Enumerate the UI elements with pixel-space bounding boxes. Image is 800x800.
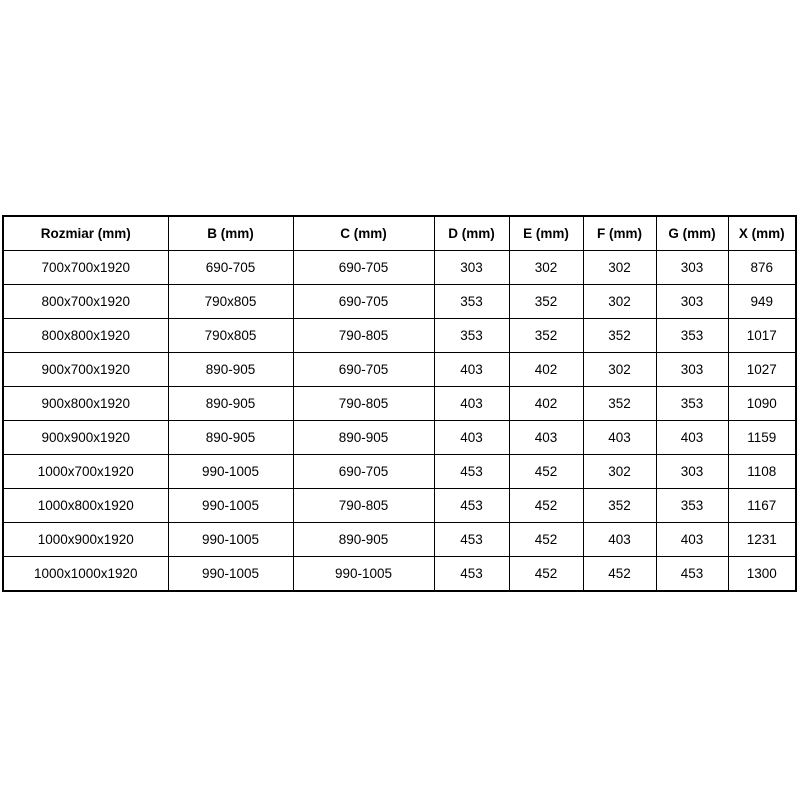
value-cell: 949 <box>728 285 796 319</box>
value-cell: 402 <box>509 387 583 421</box>
value-cell: 1027 <box>728 353 796 387</box>
value-cell: 690-705 <box>293 353 434 387</box>
column-header-3: D (mm) <box>434 216 509 251</box>
value-cell: 302 <box>583 285 656 319</box>
size-cell: 900x800x1920 <box>3 387 168 421</box>
column-header-4: E (mm) <box>509 216 583 251</box>
value-cell: 1159 <box>728 421 796 455</box>
value-cell: 690-705 <box>293 285 434 319</box>
value-cell: 353 <box>656 319 728 353</box>
value-cell: 790-805 <box>293 319 434 353</box>
value-cell: 403 <box>434 353 509 387</box>
value-cell: 352 <box>583 489 656 523</box>
table-row <box>3 557 796 592</box>
value-cell: 790x805 <box>168 319 293 353</box>
value-cell: 690-705 <box>293 251 434 285</box>
size-cell: 900x900x1920 <box>3 421 168 455</box>
value-cell: 452 <box>509 489 583 523</box>
value-cell: 453 <box>434 523 509 557</box>
table-row <box>3 523 796 557</box>
value-cell: 1108 <box>728 455 796 489</box>
value-cell: 403 <box>583 523 656 557</box>
table-row <box>3 251 796 285</box>
value-cell: 403 <box>509 421 583 455</box>
value-cell: 990-1005 <box>168 455 293 489</box>
value-cell: 790-805 <box>293 489 434 523</box>
value-cell: 1017 <box>728 319 796 353</box>
size-cell: 1000x800x1920 <box>3 489 168 523</box>
value-cell: 302 <box>583 455 656 489</box>
value-cell: 303 <box>656 285 728 319</box>
value-cell: 403 <box>656 421 728 455</box>
value-cell: 1231 <box>728 523 796 557</box>
value-cell: 790-805 <box>293 387 434 421</box>
value-cell: 453 <box>656 557 728 592</box>
column-header-0: Rozmiar (mm) <box>3 216 168 251</box>
value-cell: 453 <box>434 557 509 592</box>
size-cell: 800x800x1920 <box>3 319 168 353</box>
table-row <box>3 455 796 489</box>
value-cell: 1300 <box>728 557 796 592</box>
table-body <box>3 251 796 592</box>
column-header-6: G (mm) <box>656 216 728 251</box>
value-cell: 302 <box>509 251 583 285</box>
value-cell: 990-1005 <box>168 523 293 557</box>
value-cell: 990-1005 <box>168 489 293 523</box>
value-cell: 990-1005 <box>168 557 293 592</box>
value-cell: 890-905 <box>168 353 293 387</box>
value-cell: 890-905 <box>293 421 434 455</box>
value-cell: 303 <box>656 455 728 489</box>
size-cell: 1000x900x1920 <box>3 523 168 557</box>
value-cell: 303 <box>656 353 728 387</box>
value-cell: 890-905 <box>168 387 293 421</box>
value-cell: 453 <box>434 455 509 489</box>
value-cell: 303 <box>656 251 728 285</box>
value-cell: 403 <box>434 387 509 421</box>
value-cell: 403 <box>434 421 509 455</box>
value-cell: 403 <box>656 523 728 557</box>
dimensions-spec-table <box>2 215 797 592</box>
value-cell: 990-1005 <box>293 557 434 592</box>
value-cell: 452 <box>583 557 656 592</box>
value-cell: 353 <box>434 285 509 319</box>
table-row <box>3 489 796 523</box>
table-row <box>3 353 796 387</box>
table-row <box>3 387 796 421</box>
column-header-1: B (mm) <box>168 216 293 251</box>
value-cell: 1167 <box>728 489 796 523</box>
header-row <box>3 216 796 251</box>
value-cell: 452 <box>509 523 583 557</box>
value-cell: 352 <box>509 285 583 319</box>
size-cell: 1000x1000x1920 <box>3 557 168 592</box>
value-cell: 353 <box>434 319 509 353</box>
value-cell: 302 <box>583 353 656 387</box>
value-cell: 352 <box>583 319 656 353</box>
value-cell: 890-905 <box>293 523 434 557</box>
size-cell: 700x700x1920 <box>3 251 168 285</box>
value-cell: 452 <box>509 455 583 489</box>
value-cell: 690-705 <box>168 251 293 285</box>
value-cell: 890-905 <box>168 421 293 455</box>
value-cell: 352 <box>583 387 656 421</box>
table-row <box>3 319 796 353</box>
value-cell: 452 <box>509 557 583 592</box>
column-header-2: C (mm) <box>293 216 434 251</box>
value-cell: 353 <box>656 489 728 523</box>
table-row <box>3 421 796 455</box>
value-cell: 402 <box>509 353 583 387</box>
size-cell: 1000x700x1920 <box>3 455 168 489</box>
value-cell: 453 <box>434 489 509 523</box>
size-cell: 800x700x1920 <box>3 285 168 319</box>
table-row <box>3 285 796 319</box>
value-cell: 353 <box>656 387 728 421</box>
value-cell: 352 <box>509 319 583 353</box>
value-cell: 790x805 <box>168 285 293 319</box>
value-cell: 302 <box>583 251 656 285</box>
column-header-5: F (mm) <box>583 216 656 251</box>
value-cell: 690-705 <box>293 455 434 489</box>
size-cell: 900x700x1920 <box>3 353 168 387</box>
value-cell: 403 <box>583 421 656 455</box>
column-header-7: X (mm) <box>728 216 796 251</box>
value-cell: 876 <box>728 251 796 285</box>
value-cell: 1090 <box>728 387 796 421</box>
value-cell: 303 <box>434 251 509 285</box>
